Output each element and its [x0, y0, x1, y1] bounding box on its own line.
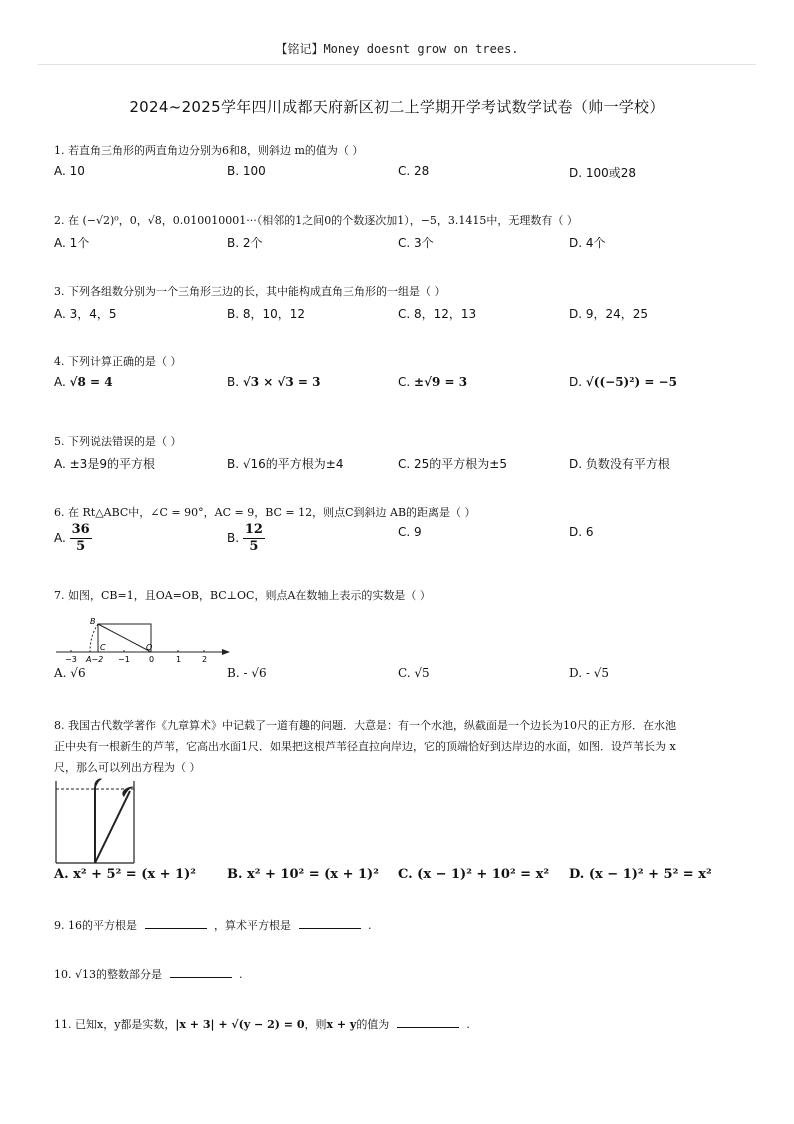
option-a[interactable]: A. 1个: [54, 236, 90, 250]
reed-leaf-icon: [94, 778, 102, 789]
tick-label: A−2: [86, 655, 104, 664]
question-2-expression: (−√2)⁰，0，√8，0.010010001···（相邻的1之间0的个数逐次加1），−5，3.1415中，无理数有（ ）: [82, 214, 578, 227]
answer-blank[interactable]: [145, 918, 207, 929]
option-d[interactable]: D. 负数没有平方根: [569, 457, 670, 471]
denominator: 5: [76, 539, 86, 554]
option-b-label: B.: [227, 531, 240, 545]
option-b[interactable]: B. ‑ √6: [227, 666, 267, 680]
question-7-options: [54, 666, 754, 686]
option-a[interactable]: A. 10: [54, 164, 85, 178]
question-9-part-2: ，算术平方根是: [214, 919, 291, 932]
point-c-label: C: [100, 643, 106, 652]
option-b-label: B.: [227, 375, 240, 389]
option-d-label: D.: [569, 375, 583, 389]
option-c[interactable]: C. 9: [398, 525, 422, 539]
option-d[interactable]: D. 9，24，25: [569, 307, 649, 321]
question-11-sum: x + y: [326, 1018, 357, 1031]
option-a[interactable]: [54, 867, 196, 882]
question-4-stem: 4. 下列计算正确的是（ ）: [54, 355, 182, 368]
option-c[interactable]: C. 3个: [398, 236, 434, 250]
question-4-options: [54, 375, 754, 395]
question-8: [54, 715, 744, 778]
option-d[interactable]: D. 6: [569, 525, 594, 539]
question-3: [54, 284, 744, 300]
option-a-label: A.: [54, 531, 66, 545]
question-11-part-3: 的值为: [356, 1018, 390, 1031]
option-b-formula: √3 × √3 = 3: [242, 375, 321, 389]
question-2-options: [54, 234, 754, 254]
option-d-formula: D. (x − 1)² + 5² = x²: [569, 867, 712, 882]
tick-label: −1: [118, 655, 130, 664]
numerator: 12: [244, 522, 263, 537]
option-a-formula: √8 = 4: [69, 375, 113, 389]
option-c[interactable]: [398, 867, 549, 882]
option-d[interactable]: [569, 867, 712, 882]
option-c-formula: C. (x − 1)² + 10² = x²: [398, 867, 550, 882]
question-1: [54, 143, 744, 159]
option-d-formula: √((−5)²) = −5: [585, 375, 677, 389]
option-b[interactable]: [227, 375, 321, 389]
question-9-part-1: 9. 16的平方根是: [54, 919, 137, 932]
option-b-formula: B. x² + 10² = (x + 1)²: [227, 867, 379, 882]
option-a-fraction: [70, 522, 92, 555]
exam-title: 2024~2025学年四川成都天府新区初二上学期开学考试数学试卷（帅一学校）: [129, 98, 665, 116]
question-11-part-1: 11. 已知x，y都是实数，: [54, 1018, 176, 1031]
question-5: [54, 434, 744, 450]
question-8-line-2: 正中央有一根新生的芦苇，它高出水面1尺．如果把这根芦苇径直拉向岸边，它的顶端恰好到达岸边的水面，如图．设芦苇长为 x: [54, 740, 676, 753]
option-a[interactable]: A. ±3是9的平方根: [54, 457, 155, 471]
question-11-part-4: .: [466, 1018, 470, 1031]
question-9-part-3: .: [368, 919, 372, 932]
question-3-options: [54, 305, 754, 325]
option-c[interactable]: [398, 375, 467, 389]
denominator: 5: [249, 539, 259, 554]
question-11-part-2: ，则: [304, 1018, 327, 1031]
question-11: [54, 1017, 744, 1033]
option-b[interactable]: B. 100: [227, 164, 266, 178]
answer-blank[interactable]: [170, 967, 232, 978]
question-4: [54, 354, 744, 370]
question-11-equation: |x + 3| + √(y − 2) = 0: [175, 1018, 305, 1031]
header-divider: [38, 64, 756, 65]
option-c-label: C.: [398, 375, 411, 389]
tick-label: 1: [176, 655, 182, 664]
option-d[interactable]: D. 4个: [569, 236, 606, 250]
option-d[interactable]: D. 100或28: [569, 166, 637, 180]
question-1-options: [54, 164, 754, 184]
option-a[interactable]: A. 3，4，5: [54, 307, 117, 321]
question-10-part-2: 的整数部分是: [96, 968, 163, 981]
question-3-stem: 3. 下列各组数分别为一个三角形三边的长，其中能构成直角三角形的一组是（ ）: [54, 285, 446, 298]
point-o-label: O: [146, 643, 153, 652]
reed-pulled: [95, 791, 130, 863]
question-6-options: [54, 522, 754, 562]
option-c[interactable]: C. 25的平方根为±5: [398, 457, 507, 471]
number-line-figure: [54, 610, 234, 664]
question-2-prefix: 2. 在: [54, 214, 83, 227]
option-b[interactable]: [227, 867, 379, 882]
option-c[interactable]: C. 28: [398, 164, 430, 178]
question-10-part-3: .: [239, 968, 243, 981]
question-6-stem: 6. 在 Rt△ABC中，∠C = 90°，AC = 9，BC = 12，则点C到斜边 AB的距离是（ ）: [54, 506, 476, 519]
option-c[interactable]: C. 8，12，13: [398, 307, 477, 321]
page-header: 【铭记】Money doesnt grow on trees.: [275, 42, 519, 56]
question-10-number: 10.: [54, 968, 72, 981]
option-a-formula: A. x² + 5² = (x + 1)²: [54, 867, 196, 882]
question-2: [54, 213, 744, 229]
tick-label: −3: [65, 655, 77, 664]
diagonal-ob: [98, 624, 151, 652]
option-b-fraction: [243, 522, 265, 555]
question-7: [54, 588, 744, 604]
axis-arrow-icon: [222, 649, 230, 655]
question-8-line-1: 8. 我国古代数学著作《九章算术》中记载了一道有趣的问题．大意是：有一个水池，纵截面是一个边长为10尺的正方形．在水池: [54, 719, 676, 732]
question-8-line-3: 尺，那么可以列出方程为（ ）: [54, 761, 201, 774]
answer-blank[interactable]: [299, 918, 361, 929]
option-a-label: A.: [54, 375, 66, 389]
option-c[interactable]: C. √5: [398, 666, 430, 680]
option-d[interactable]: D. ‑ √5: [569, 666, 609, 680]
question-10: [54, 967, 744, 983]
option-b[interactable]: B. 2个: [227, 236, 263, 250]
tick-label: 2: [202, 655, 208, 664]
option-b[interactable]: B. √16的平方根为±4: [227, 457, 344, 471]
question-8-options: [54, 867, 754, 887]
question-1-stem: 1. 若直角三角形的两直角边分别为6和8，则斜边 m的值为（ ）: [54, 144, 364, 157]
pond-reed-figure: [54, 777, 138, 865]
point-b-label: B: [90, 617, 96, 626]
answer-blank[interactable]: [397, 1017, 459, 1028]
option-a[interactable]: A. √6: [54, 666, 86, 680]
option-b[interactable]: [227, 522, 265, 555]
option-b[interactable]: B. 8，10，12: [227, 307, 306, 321]
option-a[interactable]: [54, 375, 113, 389]
numerator: 36: [71, 522, 90, 537]
question-9: [54, 918, 744, 934]
question-10-expression: √13: [75, 968, 97, 981]
tick-label: 0: [149, 655, 155, 664]
question-5-stem: 5. 下列说法错误的是（ ）: [54, 435, 182, 448]
question-7-stem: 7. 如图，CB=1，且OA=OB，BC⊥OC，则点A在数轴上表示的实数是（ ）: [54, 589, 431, 602]
question-5-options: [54, 455, 754, 475]
option-a[interactable]: [54, 522, 92, 555]
option-c-formula: ±√9 = 3: [414, 375, 468, 389]
question-6: [54, 505, 744, 521]
option-d[interactable]: [569, 375, 677, 389]
arc-dashed: [90, 624, 98, 652]
